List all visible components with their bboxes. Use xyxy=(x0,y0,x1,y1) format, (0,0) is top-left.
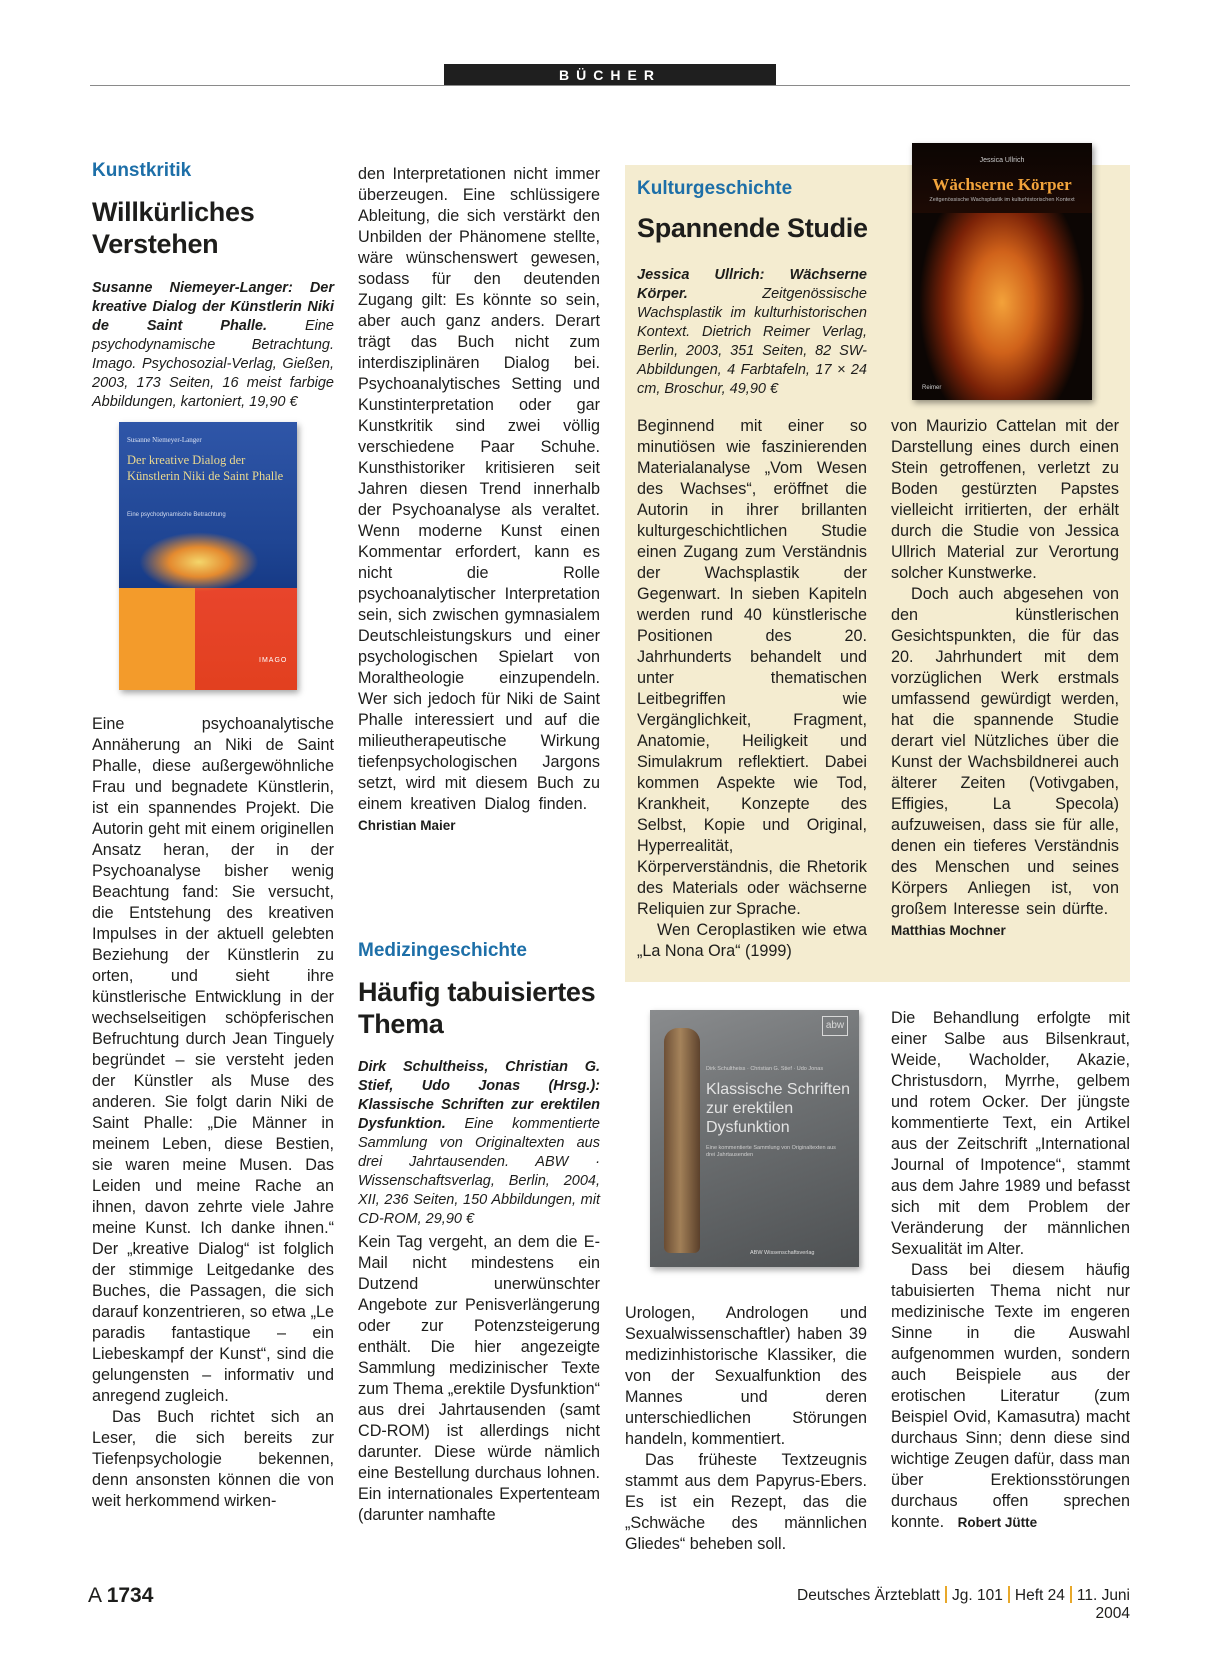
footer-separator xyxy=(1008,1586,1010,1603)
cover3-title: Klassische Schriften zur erektilen Dysfunktion xyxy=(706,1081,851,1136)
article3-paragraph: von Maurizio Cattelan mit der Darstellung eines durch einen Stein getroffenen, verletzt zu Boden gestürzten Papstes vielleicht irritierten, der erhält durch die Studie von Jessica Ullrich Material zur Verortung solcher Kunstwerke. xyxy=(891,417,1119,582)
article2-paragraph: Das früheste Textzeugnis stammt aus dem Papyrus-Ebers. Es ist ein Rezept, das die „Schwäche des männlichen Gliedes“ beheben soll. xyxy=(625,1451,867,1553)
article1-bibliography xyxy=(92,279,334,412)
cover-orange-block xyxy=(119,588,195,690)
article1-signature: Christian Maier xyxy=(358,818,456,833)
article2-kicker: Medizingeschichte xyxy=(358,940,527,961)
article2-book-cover xyxy=(650,1010,859,1267)
journal-name: Deutsches Ärzteblatt xyxy=(797,1587,941,1604)
article1-paragraph: Das Buch richtet sich an Leser, die sich bereits zur Tiefenpsychologie bekennen, denn ansonsten können die von weit herkommend wirken- xyxy=(92,1408,334,1510)
article1-paragraph: den Interpretationen nicht immer überzeugen. Eine schlüssigere Ableitung, die sich verstärkt den Unbilden der Phänomene stellte, wäre wünschenswert gewesen, sodass für den deutenden Zugang gilt: Es könnte so sein, aber auch ganz anders. Derart trägt das Buch nicht zum interdisziplinären Dialog bei. Psychoanalytisches Setting und Kunstinterpretation oder gar Kunstkritik sind zwei völlig verschiedene Paar Schuhe. Kunsthistoriker kritisieren seit Jahren diesen Trend innerhalb der Psychoanalyse als veraltet. Wenn moderne Kunst einen Kommentar erfordert, kann es nicht die Rolle psychoanalytischer Interpretation sein, sich zwischen gymnasialem Deutschleistungskurs und einer psychologischen Spielart von Moraltheologie einzupendeln. Wer sich jedoch für Niki de Saint Phalle interessiert und auf die milieutherapeutische Wirkung tiefenpsychologischen Jargons setzt, wird mit diesem Buch zu einem kreativen Dialog finden. xyxy=(358,165,600,813)
article3-paragraph: Wen Ceroplastiken wie etwa „La Nona Ora“ (1999) xyxy=(637,921,867,960)
article3-bibliography xyxy=(637,266,867,399)
article2-bib-title: Dirk Schultheiss, Christian G. Stief, Udo Jonas (Hrsg.): Klassische Schriften zur erektilen Dysfunktion. xyxy=(358,1059,600,1132)
article1-headline-line1: Willkürliches xyxy=(92,197,255,227)
article3-paragraph: Doch auch abgesehen von den künstlerischen Gesichtspunkten, die für das 20. Jahrhundert mit dem vorzüglichen Werk erstmals umfassend gewürdigt werden, hat die spannende Studie derart viel Nützliches über die Kunst der Wachsbildnerei auch älterer Zeiten (Votivgaben, Effigies, La Specola) aufzuweisen, dass sie für alle, denen ein tieferes Verständnis des Menschen und seines Körpers Anliegen ist, von großem Interesse sein dürfte. xyxy=(891,585,1119,918)
article2-headline-line1: Häufig tabuisiertes xyxy=(358,977,596,1007)
article2-headline xyxy=(358,976,608,1040)
cover-light-glow xyxy=(139,532,259,592)
cover1-subtitle: Eine psychodynamische Betrachtung xyxy=(127,512,226,518)
cover2-author: Jessica Ullrich xyxy=(979,157,1025,164)
cover3-subtitle: Eine kommentierte Sammlung von Originaltexten aus drei Jahrtausenden xyxy=(706,1145,836,1158)
article3-signature: Matthias Mochner xyxy=(891,923,1006,938)
article2-column4 xyxy=(891,1008,1130,1533)
article2-paragraph: Die Behandlung erfolgte mit einer Salbe aus Bilsenkraut, Weide, Wacholder, Akazie, Christusdorn, Myrrhe, gelbem und rotem Ocker. Der jüngste kommentierte Text, ein Artikel aus der Zeitschrift „International Journal of Impotence“, stammt aus dem Jahre 1989 und befasst sich mit dem Problem der Veränderung der männlichen Sexualität im Alter. xyxy=(891,1009,1130,1258)
journal-volume: Jg. 101 xyxy=(952,1587,1003,1604)
article3-column3 xyxy=(637,416,867,962)
folio-prefix: A xyxy=(88,1584,101,1607)
article3-book-cover xyxy=(912,143,1092,400)
cover1-title: Der kreative Dialog der Künstlerin Niki de Saint Phalle xyxy=(127,453,284,483)
article3-headline: Spannende Studie xyxy=(637,213,868,243)
cover2-title: Wächserne Körper xyxy=(932,175,1072,194)
article1-headline xyxy=(92,196,332,260)
journal-date: 11. Juni 2004 xyxy=(1076,1587,1130,1622)
article2-headline-line2: Thema xyxy=(358,1009,444,1039)
cover1-author: Susanne Niemeyer-Langer xyxy=(127,436,202,444)
article1-column1 xyxy=(92,714,334,1512)
cover3-publisher: ABW Wissenschaftsverlag xyxy=(750,1250,815,1256)
article2-paragraph: Urologen, Andrologen und Sexualwissenschaftler) haben 39 medizinhistorische Klassiker, die von der Sexualfunktion des Mannes und deren unterschiedlichen Störungen handeln, kommentiert. xyxy=(625,1304,867,1448)
article3-bib-details: Zeitgenössische Wachsplastik im kulturhistorischen Kontext. Dietrich Reimer Verlag, Berlin, 2003, 351 Seiten, 82 SW-Abbildungen, 4 Farbtafeln, 17 × 24 cm, Broschur, 49,90 € xyxy=(637,286,867,397)
article3-paragraph: Beginnend mit einer so minutiösen wie faszinierenden Materialanalyse „Vom Wesen des Wachses“, eröffnet die Autorin in ihrer brillanten kulturgeschichtlichen Studie einen Zugang zum Verständnis der Wachsplastik der Gegenwart. In sieben Kapiteln werden rund 40 künstlerische Positionen des 20. Jahrhunderts behandelt und unter thematischen Leitbegriffen wie Vergänglichkeit, Fragment, Anatomie, Heiligkeit und Simulakrum reflektiert. Dabei kommen Aspekte wie Tod, Krankheit, Konzepte des Selbst, Kopie und Original, Hyperrealität, Körperverständnis, die Rhetorik des Materials oder wächserne Reliquien zur Sprache. xyxy=(637,417,867,918)
footer-separator xyxy=(1070,1586,1072,1603)
article1-kicker: Kunstkritik xyxy=(92,160,192,181)
article3-kicker: Kulturgeschichte xyxy=(637,178,793,199)
article2-bibliography xyxy=(358,1058,600,1229)
article1-paragraph: Eine psychoanalytische Annäherung an Niki de Saint Phalle, diese außergewöhnliche Frau und begnadete Künstlerin, ist ein spannendes Projekt. Die Autorin geht mit einem originellen Ansatz heran, der in der Psychoanalyse bisher wenig Beachtung fand: Sie versucht, die Entstehung des kreativen Impulses in der aktuell gelebten Beziehung der Künstlerin zu orten, und sieht ihre künstlerische Entwicklung in der wechselseitigen schöpferischen Befruchtung durch Jean Tinguely begründet – sie versteht jeden der Künstler als Muse des anderen. Sie folgt darin Niki de Saint Phalle: „Die Männer in meinem Leben, diese Bestien, sie waren meine Musen. Das Leiden und meine Rache an ihnen, davon zehrte viele Jahre meine Kunst. Ich danke ihnen.“ Der „kreative Dialog“ ist folglich der stimmige Leitgedanke des Buches, die Passagen, die sich darauf konzentrieren, so etwa „Le paradis fantastique – ein Liebeskampf der Kunst“, sind die gelungensten – informativ und anregend zugleich. xyxy=(92,715,334,1405)
article1-column2 xyxy=(358,164,600,836)
article2-column3 xyxy=(625,1303,867,1555)
article2-bib-details: Eine kommentierte Sammlung von Originaltexten aus drei Jahrtausenden. ABW · Wissenschaftsverlag, Berlin, 2004, XII, 236 Seiten, 150 Abbildungen, mit CD-ROM, 29,90 € xyxy=(358,1116,600,1227)
cover3-statue xyxy=(664,1028,700,1253)
cover2-subtitle: Zeitgenössische Wachsplastik im kulturhistorischen Kontext xyxy=(929,197,1075,203)
cover3-editors: Dirk Schultheiss · Christian G. Stief · Udo Jonas xyxy=(706,1066,824,1072)
journal-issue: Heft 24 xyxy=(1014,1587,1065,1604)
article3-column4 xyxy=(891,416,1119,941)
article1-bib-details: Eine psychodynamische Betrachtung. Imago. Psychosozial-Verlag, Gießen, 2003, 173 Seiten, 16 meist farbige Abbildungen, kartoniert, 19,90 € xyxy=(92,318,334,410)
folio-number: 1734 xyxy=(106,1584,154,1607)
header-rule xyxy=(90,85,1130,86)
footer-separator xyxy=(945,1586,947,1603)
cover2-publisher: Reimer xyxy=(922,385,942,391)
article2-signature: Robert Jütte xyxy=(957,1515,1038,1530)
article2-paragraph: Kein Tag vergeht, an dem die E-Mail nicht mindestens ein Dutzend unerwünschter Angebote zur Penisverlängerung oder zur Potenzsteigerung enthält. Die hier angezeigte Sammlung medizinischer Texte zum Thema „erektile Dysfunktion“ aus drei Jahrtausenden (samt CD-ROM) ist allerdings nicht darunter. Diese würde nämlich eine Bestellung durchaus lohnen. Ein internationales Expertenteam (darunter namhafte xyxy=(358,1233,600,1524)
cover3-publisher-logo: abw xyxy=(822,1016,848,1036)
article2-paragraph: Dass bei diesem häufig tabuisierten Thema nicht nur medizinische Texte im engeren Sinne in die Auswahl aufgenommen wurden, sondern auch Beispiele aus der erotischen Literatur (zum Beispiel Ovid, Kamasutra) macht durchaus Sinn; denn diese sind wichtige Zeugen dafür, dass man über Erektionsstörungen durchaus offen sprechen konnte. xyxy=(891,1261,1130,1531)
journal-footer xyxy=(765,1586,1130,1623)
article1-headline-line2: Verstehen xyxy=(92,229,219,259)
page-number xyxy=(88,1584,153,1608)
cover1-imprint: IMAGO xyxy=(259,657,288,664)
article1-book-cover xyxy=(119,422,297,690)
article2-column2 xyxy=(358,1232,600,1526)
article3-bib-title: Jessica Ullrich: Wächserne Körper. xyxy=(637,267,867,302)
section-banner: BÜCHER xyxy=(444,64,776,86)
article1-bib-title: Susanne Niemeyer-Langer: Der kreative Dialog der Künstlerin Niki de Saint Phalle. xyxy=(92,280,334,334)
